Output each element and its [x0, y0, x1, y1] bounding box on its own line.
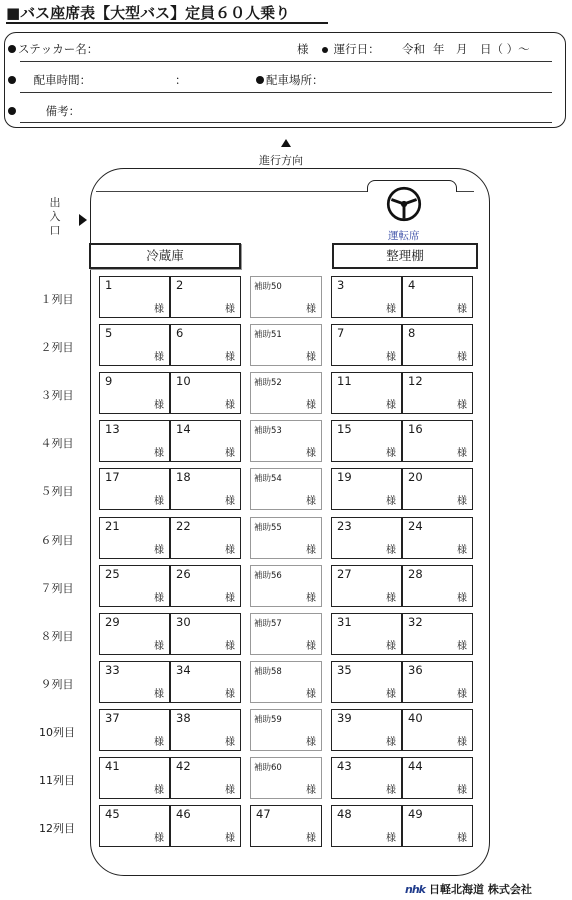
seat[interactable] — [99, 517, 170, 559]
seat-number: 12 — [408, 374, 423, 389]
seat[interactable] — [170, 805, 241, 847]
row-label: ４列目 — [40, 437, 74, 451]
seat-sama: 様 — [457, 496, 467, 508]
seat[interactable] — [331, 805, 402, 847]
seat[interactable] — [170, 372, 241, 414]
seat-sama: 様 — [306, 496, 316, 508]
seat-sama: 様 — [457, 640, 467, 652]
seat-sama: 様 — [386, 448, 396, 460]
row-label: ３列目 — [40, 389, 74, 403]
driver-seat-label: 運転席 — [388, 230, 420, 242]
seat[interactable] — [402, 324, 473, 366]
aux-seat[interactable] — [250, 420, 322, 462]
seat-sama: 様 — [386, 640, 396, 652]
seat-number: 41 — [105, 759, 120, 773]
seat-sama: 様 — [306, 400, 316, 412]
seat-sama: 様 — [457, 785, 467, 796]
seat[interactable] — [402, 709, 473, 751]
aux-seat[interactable] — [250, 709, 322, 751]
day-label: 日（ ）～ — [480, 42, 530, 56]
seat-sama: 様 — [154, 688, 164, 700]
seat-number: 5 — [105, 326, 113, 341]
seat[interactable] — [250, 805, 322, 847]
seat-number: 補助51 — [254, 330, 282, 341]
seat-number: 3 — [337, 278, 345, 292]
seat-number: 43 — [337, 759, 352, 773]
seat-number: 18 — [176, 470, 191, 485]
seat-number: 32 — [408, 614, 423, 629]
seat-sama: 様 — [306, 640, 316, 652]
row-label: ９列目 — [40, 677, 74, 691]
company-name: 日軽北海道 株式会社 — [428, 883, 532, 896]
seat-number: 13 — [105, 422, 120, 437]
seat-sama: 様 — [306, 448, 316, 460]
seat-number: 44 — [408, 759, 423, 773]
seat-sama: 様 — [306, 352, 316, 364]
seat-number: 38 — [176, 710, 191, 725]
seat-sama: 様 — [386, 785, 396, 796]
seat-number: 補助55 — [254, 522, 282, 533]
seat[interactable] — [331, 709, 402, 751]
remarks-row — [8, 103, 80, 119]
seat-sama: 様 — [225, 544, 235, 556]
arrow-right-icon — [79, 214, 87, 226]
seat-sama: 様 — [225, 400, 235, 412]
remarks-label: 備考： — [45, 104, 81, 118]
row-label: ８列目 — [40, 629, 74, 643]
seat[interactable] — [99, 757, 170, 799]
seat[interactable] — [402, 517, 473, 559]
seat-number: 22 — [176, 518, 191, 533]
seat[interactable] — [99, 372, 170, 414]
seat[interactable] — [99, 709, 170, 751]
seat[interactable] — [402, 757, 473, 799]
seat-sama: 様 — [154, 400, 164, 412]
seat-sama: 様 — [306, 833, 316, 845]
seat[interactable] — [402, 468, 473, 510]
seat[interactable] — [99, 276, 170, 318]
seat[interactable] — [99, 613, 170, 655]
seat[interactable] — [331, 468, 402, 510]
seat-number: 補助56 — [254, 570, 282, 581]
seat[interactable] — [402, 372, 473, 414]
seat-number: 補助59 — [254, 714, 282, 725]
seat-number: 補助50 — [254, 282, 282, 292]
seat-number: 36 — [408, 662, 423, 677]
seat[interactable] — [170, 324, 241, 366]
bullet-icon — [8, 107, 16, 115]
seat-number: 補助57 — [254, 618, 282, 629]
time-colon: ： — [175, 73, 187, 87]
seat-sama: 様 — [154, 496, 164, 508]
title-underline — [6, 22, 328, 24]
seat[interactable] — [331, 613, 402, 655]
dispatch-place-label: 配車場所： — [266, 73, 324, 87]
seat-number: 28 — [408, 566, 423, 581]
seat-sama: 様 — [225, 352, 235, 364]
steering-wheel-icon — [386, 186, 422, 222]
seat-sama: 様 — [306, 688, 316, 700]
seat[interactable] — [170, 276, 241, 318]
company-footer — [405, 881, 532, 897]
aux-seat[interactable] — [250, 565, 322, 607]
aux-seat[interactable] — [250, 757, 322, 799]
storage-shelf-box: 整理棚 — [332, 243, 478, 269]
aux-seat[interactable] — [250, 613, 322, 655]
row-label: 12列目 — [39, 822, 75, 836]
door-label-char: 口 — [49, 224, 61, 237]
seat-number: 46 — [176, 807, 191, 822]
seat[interactable] — [402, 565, 473, 607]
seat[interactable] — [170, 757, 241, 799]
seat-number: 29 — [105, 614, 120, 629]
seat-number: 19 — [337, 470, 352, 485]
seat-number: 40 — [408, 710, 423, 725]
seat-sama: 様 — [225, 688, 235, 700]
sticker-sama: 様 — [297, 42, 309, 56]
seat[interactable] — [331, 276, 402, 318]
seat[interactable] — [331, 661, 402, 703]
door-label-char: 入 — [49, 210, 61, 223]
seat-number: 補助52 — [254, 378, 282, 389]
operation-date-label: 運行日： — [333, 42, 380, 56]
seat-sama: 様 — [457, 448, 467, 460]
seat-number: 7 — [337, 326, 345, 341]
sticker-name-label: ステッカー名： — [18, 42, 99, 56]
seat-number: 49 — [408, 807, 423, 822]
seat-sama: 様 — [457, 544, 467, 556]
seat-sama: 様 — [225, 496, 235, 508]
seat-sama: 様 — [154, 785, 164, 796]
seat-sama: 様 — [225, 592, 235, 604]
seat-sama: 様 — [154, 352, 164, 364]
remarks-underline — [20, 122, 552, 123]
row-label: ２列目 — [40, 341, 74, 355]
seat[interactable] — [402, 420, 473, 462]
seat[interactable] — [331, 757, 402, 799]
seat-sama: 様 — [457, 736, 467, 748]
travel-direction-label: 進行方向 — [259, 154, 303, 167]
seat[interactable] — [331, 517, 402, 559]
month-label: 月 — [456, 42, 468, 56]
seat-sama: 様 — [386, 833, 396, 845]
seat-number: 4 — [408, 278, 416, 292]
bullet-icon — [322, 47, 328, 53]
seat[interactable] — [402, 805, 473, 847]
arrow-up-icon — [281, 139, 291, 147]
sticker-underline — [20, 61, 552, 62]
seat[interactable] — [331, 324, 402, 366]
seat[interactable] — [99, 565, 170, 607]
refrigerator-box: 冷蔵庫 — [89, 243, 241, 269]
seat-number: 21 — [105, 518, 120, 533]
seat[interactable] — [99, 468, 170, 510]
seat-number: 27 — [337, 566, 352, 581]
seat-number: 補助60 — [254, 763, 282, 773]
era-label: 令和 — [402, 42, 425, 56]
seat-number: 11 — [337, 374, 352, 389]
aux-seat[interactable] — [250, 661, 322, 703]
seat-sama: 様 — [225, 785, 235, 796]
seat[interactable] — [170, 661, 241, 703]
seat-number: 補助58 — [254, 666, 282, 677]
seat-sama: 様 — [386, 304, 396, 315]
seat-sama: 様 — [154, 304, 164, 315]
seat-sama: 様 — [225, 736, 235, 748]
dispatch-time-label: 配車時間： — [33, 73, 92, 87]
seat-number: 9 — [105, 374, 113, 389]
seat-number: 25 — [105, 566, 120, 581]
seat-sama: 様 — [457, 304, 467, 315]
seat-sama: 様 — [457, 688, 467, 700]
seat-number: 20 — [408, 470, 423, 485]
seat-sama: 様 — [306, 304, 316, 315]
year-label: 年 — [433, 42, 445, 56]
seat-sama: 様 — [154, 833, 164, 845]
seat-number: 33 — [105, 662, 120, 677]
seat-sama: 様 — [154, 592, 164, 604]
aux-seat[interactable] — [250, 517, 322, 559]
seat-number: 17 — [105, 470, 120, 485]
row-label: ５列目 — [40, 485, 74, 499]
seat-sama: 様 — [306, 544, 316, 556]
seat-sama: 様 — [457, 400, 467, 412]
seat[interactable] — [99, 420, 170, 462]
seat[interactable] — [170, 613, 241, 655]
seat-number: 10 — [176, 374, 191, 389]
seat-sama: 様 — [386, 688, 396, 700]
seat-sama: 様 — [154, 544, 164, 556]
seat-number: 35 — [337, 662, 352, 677]
seat-sama: 様 — [154, 640, 164, 652]
seat[interactable] — [99, 661, 170, 703]
seat[interactable] — [331, 372, 402, 414]
seat-sama: 様 — [154, 736, 164, 748]
seat-number: 6 — [176, 326, 184, 341]
seat-sama: 様 — [386, 400, 396, 412]
seat-sama: 様 — [225, 833, 235, 845]
bullet-icon — [8, 45, 16, 53]
dispatch-underline — [20, 92, 552, 93]
seat-number: 24 — [408, 518, 423, 533]
seat-number: 42 — [176, 759, 191, 773]
row-label: １列目 — [40, 293, 74, 306]
seat-sama: 様 — [306, 736, 316, 748]
seat-sama: 様 — [225, 304, 235, 315]
door-label — [48, 196, 62, 238]
seat-number: 47 — [256, 807, 271, 822]
aux-seat[interactable] — [250, 468, 322, 510]
bullet-icon — [8, 76, 16, 84]
seat-number: 15 — [337, 422, 352, 437]
seat-number: 39 — [337, 710, 352, 725]
seat-sama: 様 — [457, 833, 467, 845]
seat[interactable] — [99, 324, 170, 366]
seat-sama: 様 — [386, 592, 396, 604]
operation-date-row — [322, 41, 380, 57]
seat[interactable] — [170, 420, 241, 462]
seat-sama: 様 — [457, 592, 467, 604]
seat-sama: 様 — [457, 352, 467, 364]
bullet-icon — [256, 76, 264, 84]
row-label: ７列目 — [40, 581, 74, 595]
seat-sama: 様 — [386, 736, 396, 748]
seat[interactable] — [331, 565, 402, 607]
aux-seat[interactable] — [250, 276, 322, 318]
seat-number: 2 — [176, 278, 184, 292]
seat-sama: 様 — [386, 352, 396, 364]
seat-number: 1 — [105, 278, 113, 292]
seat-number: 37 — [105, 710, 120, 725]
seat-number: 30 — [176, 614, 191, 629]
seat-sama: 様 — [306, 785, 316, 796]
seat-sama: 様 — [386, 544, 396, 556]
row-label: 11列目 — [39, 774, 75, 787]
dispatch-place-row — [256, 72, 324, 88]
seat-number: 34 — [176, 662, 191, 677]
sticker-name-row — [8, 41, 98, 57]
seat-sama: 様 — [386, 496, 396, 508]
dispatch-time-row — [8, 72, 91, 88]
door-label-char: 出 — [49, 196, 61, 209]
seat-number: 45 — [105, 807, 120, 822]
seat-number: 31 — [337, 614, 352, 629]
seat-number: 14 — [176, 422, 191, 437]
seat-sama: 様 — [154, 448, 164, 460]
seat-sama: 様 — [225, 448, 235, 460]
seat-number: 補助53 — [254, 426, 282, 437]
seat-number: 16 — [408, 422, 423, 437]
seat[interactable] — [402, 661, 473, 703]
page-title: ■バス座席表【大型バス】定員６０人乗り — [6, 4, 291, 22]
aux-seat[interactable] — [250, 324, 322, 366]
seat[interactable] — [331, 420, 402, 462]
seat[interactable] — [170, 565, 241, 607]
seat-number: 26 — [176, 566, 191, 581]
seat[interactable] — [99, 805, 170, 847]
seat[interactable] — [402, 613, 473, 655]
seat-sama: 様 — [225, 640, 235, 652]
seat[interactable] — [170, 517, 241, 559]
seat-number: 8 — [408, 326, 416, 341]
aux-seat[interactable] — [250, 372, 322, 414]
seat[interactable] — [402, 276, 473, 318]
row-label: ６列目 — [40, 533, 74, 547]
seat-sama: 様 — [306, 592, 316, 604]
seat-number: 23 — [337, 518, 352, 533]
seat-number: 補助54 — [254, 474, 282, 485]
seat[interactable] — [170, 709, 241, 751]
company-logo: nhk — [405, 883, 425, 896]
seat[interactable] — [170, 468, 241, 510]
seat-number: 48 — [337, 807, 352, 822]
row-label: 10列目 — [39, 725, 75, 739]
